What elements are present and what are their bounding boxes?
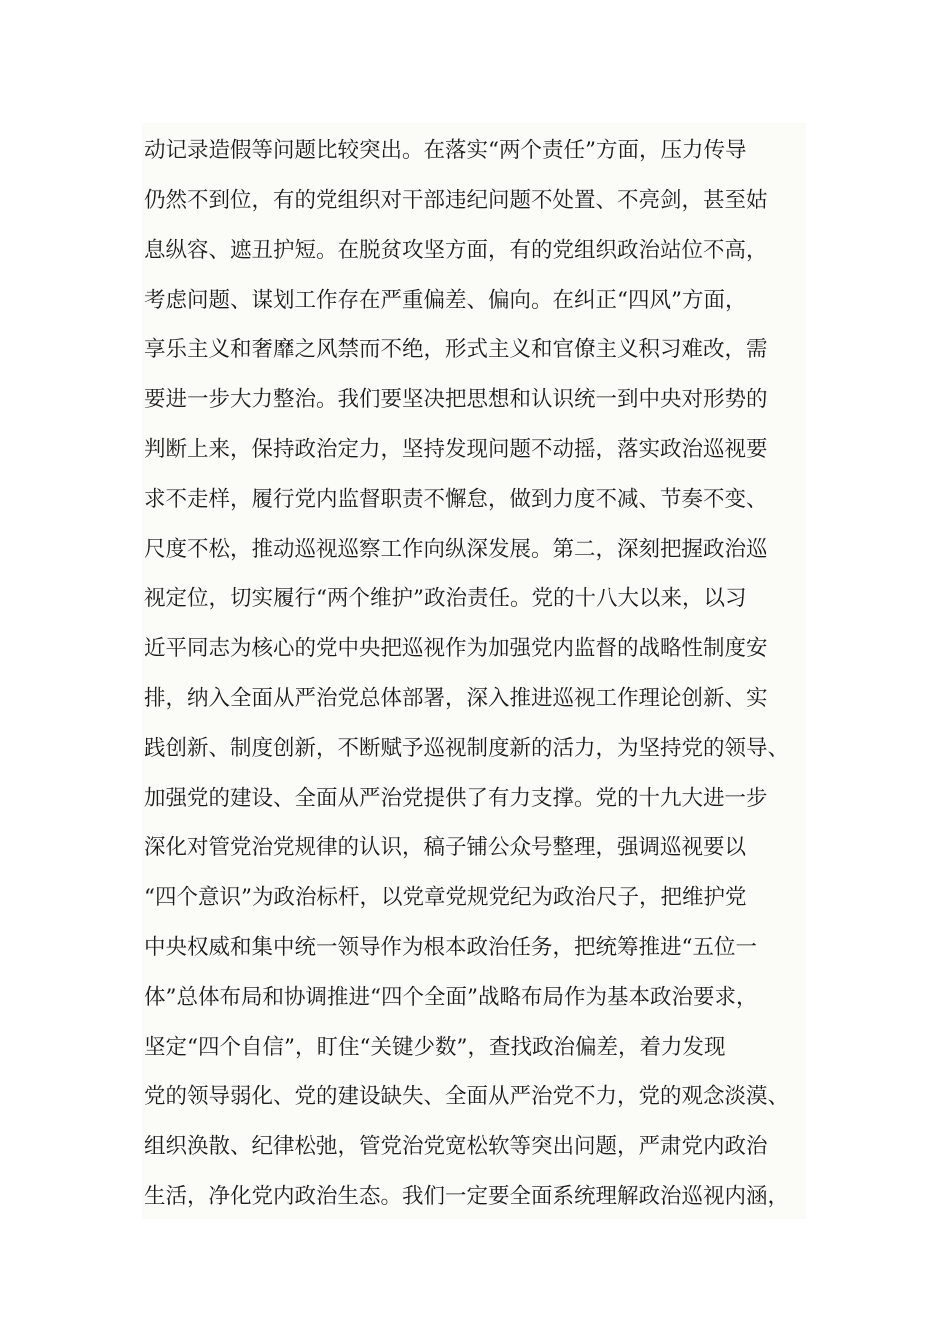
body-text-block	[142, 123, 806, 1219]
text-line: 享乐主义和奢靡之风禁而不绝，形式主义和官僚主义积习难改，需	[144, 337, 768, 362]
text-line: 息纵容、遮丑护短。在脱贫攻坚方面，有的党组织政治站位不高，	[144, 238, 768, 263]
text-line: 深化对管党治党规律的认识，稿子铺公众号整理，强调巡视要以	[144, 835, 747, 860]
text-line: 中央权威和集中统一领导作为根本政治任务，把统筹推进“五位一	[144, 935, 757, 960]
text-line: 判断上来，保持政治定力，坚持发现问题不动摇，落实政治巡视要	[144, 437, 768, 462]
text-line: 考虑问题、谋划工作存在严重偏差、偏向。在纠正“四风”方面，	[144, 288, 747, 313]
text-line: 组织涣散、纪律松弛，管党治党宽松软等突出问题，严肃党内政治	[144, 1134, 768, 1159]
text-line: 践创新、制度创新，不断赋予巡视制度新的活力，为坚持党的领导、	[144, 736, 790, 761]
text-line: 近平同志为核心的党中央把巡视作为加强党内监督的战略性制度安	[144, 636, 768, 661]
text-line: 尺度不松，推动巡视巡察工作向纵深发展。第二，深刻把握政治巡	[144, 537, 768, 562]
text-line: 视定位，切实履行“两个维护”政治责任。党的十八大以来，以习	[144, 586, 747, 611]
text-line: 加强党的建设、全面从严治党提供了有力支撑。党的十九大进一步	[144, 786, 768, 811]
text-line: 求不走样，履行党内监督职责不懈怠，做到力度不减、节奏不变、	[144, 487, 768, 512]
text-line: 排，纳入全面从严治党总体部署，深入推进巡视工作理论创新、实	[144, 686, 768, 711]
text-line: 党的领导弱化、党的建设缺失、全面从严治党不力，党的观念淡漠、	[144, 1084, 790, 1109]
text-line: 动记录造假等问题比较突出。在落实“两个责任”方面，压力传导	[144, 138, 747, 163]
text-line: 体”总体布局和协调推进“四个全面”战略布局作为基本政治要求，	[144, 985, 758, 1010]
text-line: 要进一步大力整治。我们要坚决把思想和认识统一到中央对形势的	[144, 387, 768, 412]
text-line: 坚定“四个自信”，盯住“关键少数”，查找政治偏差，着力发现	[144, 1035, 726, 1060]
text-line: “四个意识”为政治标杆，以党章党规党纪为政治尺子，把维护党	[144, 885, 747, 910]
text-line: 仍然不到位，有的党组织对干部违纪问题不处置、不亮剑，甚至姑	[144, 188, 768, 213]
text-line: 生活，净化党内政治生态。我们一定要全面系统理解政治巡视内涵，	[144, 1184, 790, 1209]
